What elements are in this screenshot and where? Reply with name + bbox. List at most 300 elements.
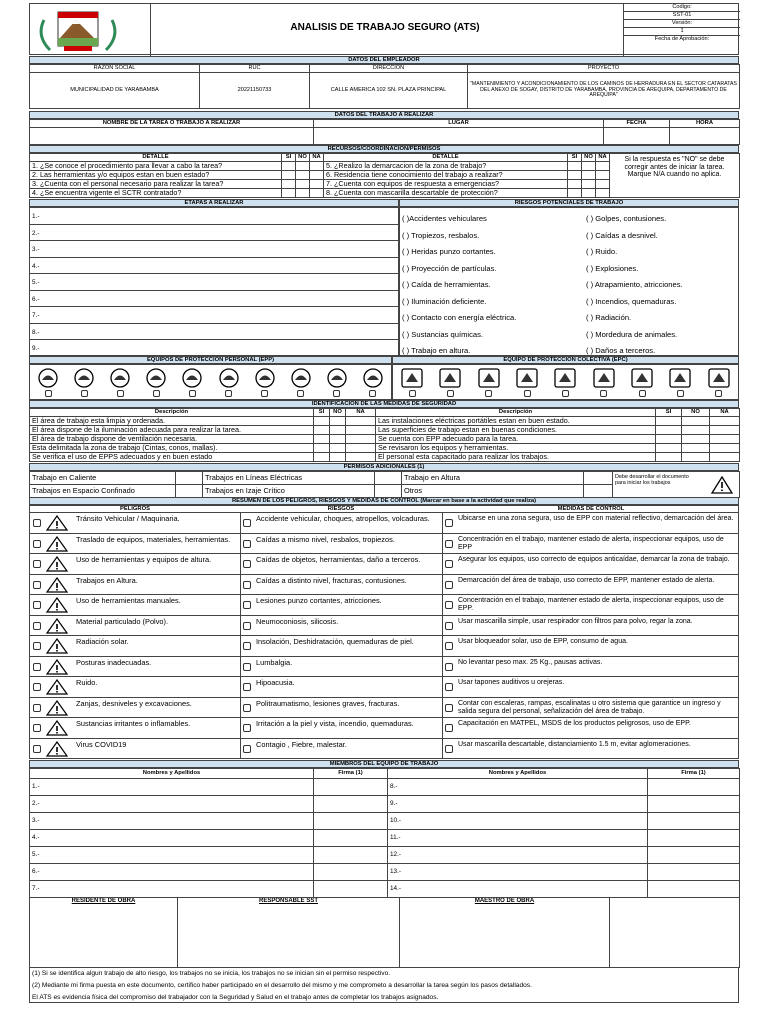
resumen-row bbox=[30, 554, 738, 575]
recurso-question: 5. ¿Realizo la demarcacion de la zona de trabajo? bbox=[324, 162, 568, 171]
col-medidas: MEDIDAS DE CONTROL bbox=[557, 506, 625, 512]
firma-header: Firma (1) bbox=[314, 769, 388, 779]
ppe-item bbox=[477, 368, 501, 397]
ppe-item bbox=[180, 368, 204, 397]
peligro-text: Traslado de equipos, materiales, herramientas. bbox=[76, 534, 231, 544]
checkbox-no[interactable] bbox=[296, 179, 310, 188]
checkbox-si[interactable] bbox=[282, 170, 296, 179]
checkbox-no[interactable] bbox=[582, 188, 596, 197]
peligro-checkbox[interactable] bbox=[33, 663, 41, 671]
ppe-checkbox[interactable] bbox=[225, 390, 232, 397]
checkbox-no[interactable] bbox=[682, 444, 710, 453]
miembro-row[interactable]: 14.- bbox=[388, 881, 648, 898]
riesgo-checkbox[interactable] bbox=[243, 704, 251, 712]
permiso-checkbox[interactable] bbox=[584, 472, 613, 485]
riesgo-item[interactable]: ( ) Daños a terceros. bbox=[586, 346, 656, 355]
col-razon: RAZON SOCIAL bbox=[30, 65, 200, 73]
riesgo-item[interactable]: ( ) Atrapamiento, atricciones. bbox=[586, 280, 683, 289]
firma-cell[interactable] bbox=[314, 881, 388, 898]
riesgo-item[interactable]: ( ) Heridas punzo cortantes. bbox=[402, 247, 496, 256]
peligro-checkbox[interactable] bbox=[33, 581, 41, 589]
si-header: SI bbox=[656, 409, 682, 417]
riesgo-text: Contagio , Fiebre, malestar. bbox=[256, 739, 347, 749]
direccion-value: CALLE AMERICA 102 SN. PLAZA PRINCIPAL bbox=[310, 73, 468, 109]
signal-tape-icon bbox=[592, 368, 616, 388]
peligro-text: Virus COVID19 bbox=[76, 739, 127, 749]
firma-cell[interactable] bbox=[314, 779, 388, 796]
col-peligros: PELIGROS bbox=[120, 506, 150, 512]
firma-cell[interactable] bbox=[648, 881, 740, 898]
checkbox-na[interactable] bbox=[346, 426, 376, 435]
medida-checkbox[interactable] bbox=[445, 519, 453, 527]
checkbox-no[interactable] bbox=[330, 417, 346, 426]
firma-cell[interactable] bbox=[648, 847, 740, 864]
ppe-checkbox[interactable] bbox=[81, 390, 88, 397]
medida-item: El área de trabajo esta limpia y ordenada. bbox=[30, 417, 314, 426]
na-header: NA bbox=[346, 409, 376, 417]
checkbox-na[interactable] bbox=[596, 179, 610, 188]
recurso-question: 2. Las herramientas y/o equipos estan en buen estado? bbox=[30, 170, 282, 179]
etapa-row[interactable]: 8.- bbox=[30, 324, 398, 341]
riesgo-item[interactable]: ( ) Sustancias químicas. bbox=[402, 329, 484, 339]
version-value: 1 bbox=[624, 28, 740, 36]
medida-text: Ubicarse en una zona segura, uso de EPP con material reflectivo, demarcación del área. bbox=[458, 515, 734, 522]
si-header: SI bbox=[282, 154, 296, 162]
ppe-checkbox[interactable] bbox=[297, 390, 304, 397]
checkbox-si[interactable] bbox=[656, 444, 682, 453]
checkbox-no[interactable] bbox=[582, 162, 596, 171]
firma-cell[interactable] bbox=[314, 847, 388, 864]
riesgo-checkbox[interactable] bbox=[243, 519, 251, 527]
riesgo-text: Irritación a la piel y vista, incendio, quemaduras. bbox=[256, 719, 414, 728]
firma-cell[interactable] bbox=[314, 813, 388, 830]
medida-text: Demarcación del área de trabajo, uso correcto de EPP, mantener estado de alerta. bbox=[458, 576, 715, 584]
resumen-band: RESUMEN DE LOS PELIGROS, RIESGOS Y MEDIDAS DE CONTROL (Marcar en base a la actividad que realiza) bbox=[29, 497, 739, 505]
ppe-item bbox=[515, 368, 539, 397]
riesgo-checkbox[interactable] bbox=[243, 540, 251, 548]
riesgo-item[interactable]: ( ) Caída de herramientas. bbox=[402, 280, 491, 289]
etapa-row[interactable]: 2.- bbox=[30, 225, 398, 242]
riesgo-item[interactable]: ( ) Incendios, quemaduras. bbox=[586, 296, 677, 306]
col-hora: HORA bbox=[670, 120, 740, 128]
checkbox-no[interactable] bbox=[296, 170, 310, 179]
col-proyecto: PROYECTO bbox=[468, 65, 740, 73]
riesgo-item[interactable]: ( ) Tropiezos, resbalos. bbox=[402, 230, 480, 240]
ppe-checkbox[interactable] bbox=[600, 390, 607, 397]
checkbox-no[interactable] bbox=[682, 453, 710, 462]
flashlight-icon bbox=[553, 368, 577, 388]
miembro-row[interactable]: 5.- bbox=[30, 847, 314, 864]
checkbox-no[interactable] bbox=[296, 188, 310, 197]
recursos-note: Si la respuesta es "NO" se debe corregir antes de iniciar la tarea. Marque N/A cuando no aplica. bbox=[610, 154, 740, 198]
descripcion-header: Descripción bbox=[376, 409, 656, 417]
firma-cell[interactable] bbox=[648, 779, 740, 796]
gloves-icon bbox=[144, 368, 168, 388]
recursos-band: RECURSOS/COORDINACION/PERMISOS bbox=[29, 145, 739, 153]
checkbox-si[interactable] bbox=[568, 188, 582, 197]
firma-maestro[interactable] bbox=[400, 898, 610, 968]
riesgo-text: Lumbalgia. bbox=[256, 657, 293, 667]
footnote: (2) Mediante mi firma puesta en este documento, certifico haber participado en el desarrollo del mismo y me comprometo a desarrollar la tarea según los pasos detallados. bbox=[32, 982, 532, 989]
riesgo-item[interactable]: ( ) Caídas a desnivel. bbox=[586, 230, 658, 240]
footnote: (1) Si se identifica algun trabajo de alto riesgo, los trabajos no se inicia, los trabajos no se inician sin el permiso respectivo. bbox=[32, 970, 391, 977]
peligro-text: Posturas inadecuadas. bbox=[76, 657, 152, 667]
miembro-row[interactable]: 13.- bbox=[388, 864, 648, 881]
medidas-table bbox=[29, 408, 740, 462]
hazard-warning-icon bbox=[46, 638, 68, 654]
detalle-header-left: DETALLE bbox=[30, 154, 282, 162]
ppe-checkbox[interactable] bbox=[639, 390, 646, 397]
peligro-checkbox[interactable] bbox=[33, 724, 41, 732]
checkbox-na[interactable] bbox=[596, 170, 610, 179]
ppe-item bbox=[108, 368, 132, 397]
riesgo-item[interactable]: ( ) Golpes, contusiones. bbox=[586, 214, 667, 223]
riesgo-item[interactable]: ( ) Mordedura de animales. bbox=[586, 329, 678, 339]
header bbox=[29, 3, 739, 55]
riesgo-item[interactable]: ( ) Radiación. bbox=[586, 313, 632, 322]
riesgo-checkbox[interactable] bbox=[243, 560, 251, 568]
resumen-row bbox=[30, 698, 738, 719]
checkbox-no[interactable] bbox=[330, 444, 346, 453]
miembro-row[interactable]: 12.- bbox=[388, 847, 648, 864]
ppe-checkbox[interactable] bbox=[333, 390, 340, 397]
firma-cell[interactable] bbox=[648, 830, 740, 847]
medida-checkbox[interactable] bbox=[445, 601, 453, 609]
page-title: ANALISIS DE TRABAJO SEGURO (ATS) bbox=[290, 22, 480, 33]
hazard-warning-icon bbox=[46, 577, 68, 593]
checkbox-si[interactable] bbox=[656, 426, 682, 435]
na-header: NA bbox=[596, 154, 610, 162]
permiso-item: Trabajo en Caliente bbox=[30, 472, 176, 485]
miembro-row[interactable]: 9.- bbox=[388, 796, 648, 813]
checkbox-si[interactable] bbox=[568, 179, 582, 188]
etapa-row[interactable]: 7.- bbox=[30, 307, 398, 324]
ppe-checkbox[interactable] bbox=[409, 390, 416, 397]
ppe-item bbox=[217, 368, 241, 397]
firma-sst[interactable] bbox=[178, 898, 400, 968]
medida-checkbox[interactable] bbox=[445, 581, 453, 589]
epc-band: EQUIPO DE PROTECCION COLECTIVA (EPC) bbox=[392, 356, 739, 364]
riesgo-checkbox[interactable] bbox=[243, 663, 251, 671]
medida-text: Capacitación en MATPEL, MSDS de los productos peligrosos, uso de EPP. bbox=[458, 720, 691, 727]
riesgo-text: Caídas de objetos, herramientas, daño a terceros. bbox=[256, 555, 421, 564]
riesgo-checkbox[interactable] bbox=[243, 642, 251, 650]
medida-text: Contar con escaleras, rampas, escalinatas u otro sistema que garantice un ingreso y salida segura del personal, señalización del área de trabajo. bbox=[458, 699, 721, 715]
permiso-checkbox[interactable] bbox=[584, 485, 613, 498]
permiso-checkbox[interactable] bbox=[375, 472, 402, 485]
checkbox-no[interactable] bbox=[682, 417, 710, 426]
checkbox-si[interactable] bbox=[282, 162, 296, 171]
checkbox-na[interactable] bbox=[596, 188, 610, 197]
etapa-row[interactable]: 6.- bbox=[30, 291, 398, 308]
ear-protection-icon bbox=[108, 368, 132, 388]
goggles-icon bbox=[361, 368, 385, 388]
etapa-row[interactable]: 5.- bbox=[30, 274, 398, 291]
checkbox-no[interactable] bbox=[330, 426, 346, 435]
recursos-table bbox=[29, 153, 740, 198]
checkbox-si[interactable] bbox=[568, 162, 582, 171]
epc-icons bbox=[392, 364, 739, 400]
peligro-text: Ruido. bbox=[76, 678, 98, 687]
miembro-row[interactable]: 4.- bbox=[30, 830, 314, 847]
medida-checkbox[interactable] bbox=[445, 622, 453, 630]
riesgo-checkbox[interactable] bbox=[243, 601, 251, 609]
miembros-band: MIEMBROS DEL EQUIPO DE TRABAJO bbox=[29, 760, 739, 768]
resumen-row bbox=[30, 677, 738, 698]
tarea-input[interactable] bbox=[30, 128, 314, 145]
empleador-table bbox=[29, 64, 740, 109]
ppe-checkbox[interactable] bbox=[715, 390, 722, 397]
checkbox-si[interactable] bbox=[314, 417, 330, 426]
miembro-row[interactable]: 11.- bbox=[388, 830, 648, 847]
riesgo-item[interactable]: ( ) Contacto con energía eléctrica. bbox=[402, 313, 517, 322]
hazard-warning-icon bbox=[46, 659, 68, 675]
medidas-band: IDENTIFICACION DE LAS MEDIDAS DE SEGURIDAD bbox=[29, 400, 739, 408]
riesgo-item[interactable]: ( ) Trabajo en altura. bbox=[402, 346, 471, 355]
checkbox-si[interactable] bbox=[656, 453, 682, 462]
si-header: SI bbox=[568, 154, 582, 162]
hazard-warning-icon bbox=[46, 556, 68, 572]
ruc-value: 20221150733 bbox=[200, 73, 310, 109]
miembro-row[interactable]: 8.- bbox=[388, 779, 648, 796]
helmet-icon bbox=[36, 368, 60, 388]
riesgo-item[interactable]: ( )Accidentes vehiculares bbox=[402, 214, 487, 223]
firma-cell[interactable] bbox=[314, 864, 388, 881]
miembro-row[interactable]: 3.- bbox=[30, 813, 314, 830]
peligro-text: Uso de herramientas manuales. bbox=[76, 596, 181, 605]
checkbox-na[interactable] bbox=[346, 417, 376, 426]
etapas-band: ETAPAS A REALIZAR bbox=[29, 199, 399, 207]
miembro-row[interactable]: 1.- bbox=[30, 779, 314, 796]
ppe-item bbox=[630, 368, 654, 397]
checkbox-na[interactable] bbox=[310, 188, 324, 197]
firma-cell[interactable] bbox=[314, 830, 388, 847]
checkbox-si[interactable] bbox=[568, 170, 582, 179]
miembro-row[interactable]: 7.- bbox=[30, 881, 314, 898]
na-header: NA bbox=[310, 154, 324, 162]
medida-item: Se cuenta con EPP adecuado para la tarea. bbox=[376, 435, 656, 444]
checkbox-na[interactable] bbox=[310, 179, 324, 188]
firma-cell[interactable] bbox=[648, 864, 740, 881]
ppe-checkbox[interactable] bbox=[677, 390, 684, 397]
ppe-checkbox[interactable] bbox=[485, 390, 492, 397]
checkbox-no[interactable] bbox=[682, 435, 710, 444]
etapas-list bbox=[29, 207, 399, 356]
peligro-checkbox[interactable] bbox=[33, 642, 41, 650]
checkbox-no[interactable] bbox=[582, 179, 596, 188]
riesgo-item[interactable]: ( ) Ruido. bbox=[586, 247, 618, 256]
riesgo-checkbox[interactable] bbox=[243, 683, 251, 691]
face-shield-icon bbox=[325, 368, 349, 388]
no-header: NO bbox=[330, 409, 346, 417]
medida-checkbox[interactable] bbox=[445, 540, 453, 548]
medida-checkbox[interactable] bbox=[445, 704, 453, 712]
detalle-header-right: DETALLE bbox=[324, 154, 568, 162]
riesgo-item[interactable]: ( ) Proyección de partículas. bbox=[402, 263, 497, 273]
proyecto-value: "MANTENIMIENTO Y ACONDICIONAMIENTO DE LOS CAMINOS DE HERRADURA EN EL SECTOR CATARATAS DEL ANEXO DE SOGAY, DISTRITO DE YARABAMBA, PROVINCIA DE AREQUIPA, DEPARTAMENTO DE AREQUIPA" bbox=[468, 73, 740, 109]
miembro-row[interactable]: 2.- bbox=[30, 796, 314, 813]
col-ruc: RUC bbox=[200, 65, 310, 73]
riesgo-checkbox[interactable] bbox=[243, 724, 251, 732]
codigo-value: SST-01 bbox=[624, 12, 740, 20]
ppe-checkbox[interactable] bbox=[153, 390, 160, 397]
hazard-warning-icon bbox=[46, 515, 68, 531]
peligro-checkbox[interactable] bbox=[33, 540, 41, 548]
peligro-checkbox[interactable] bbox=[33, 745, 41, 753]
checkbox-na[interactable] bbox=[710, 453, 740, 462]
barrier-tape-icon bbox=[515, 368, 539, 388]
checkbox-no[interactable] bbox=[330, 453, 346, 462]
checkbox-na[interactable] bbox=[710, 444, 740, 453]
miembros-table bbox=[29, 768, 740, 898]
razon-social: MUNICIPALIDAD DE YARABAMBA bbox=[30, 73, 200, 109]
medida-checkbox[interactable] bbox=[445, 642, 453, 650]
ppe-checkbox[interactable] bbox=[45, 390, 52, 397]
checkbox-si[interactable] bbox=[656, 435, 682, 444]
hora-input[interactable] bbox=[670, 128, 740, 145]
permiso-item: Trabajos en Izaje Crítico bbox=[203, 485, 375, 498]
permiso-checkbox[interactable] bbox=[176, 485, 203, 498]
riesgo-item[interactable]: ( ) Iluminación deficiente. bbox=[402, 296, 487, 306]
medida-text: Usar bloqueador solar, uso de EPP, consumo de agua. bbox=[458, 638, 628, 645]
codigo-label: Codigo: bbox=[624, 4, 740, 12]
firma-residente-label: RESIDENTE DE OBRA bbox=[71, 898, 136, 904]
riesgo-text: Lesiones punzo cortantes, atricciones. bbox=[256, 596, 382, 605]
fecha-input[interactable] bbox=[604, 128, 670, 145]
checkbox-na[interactable] bbox=[346, 444, 376, 453]
firma-cell[interactable] bbox=[314, 796, 388, 813]
medida-checkbox[interactable] bbox=[445, 745, 453, 753]
peligro-checkbox[interactable] bbox=[33, 704, 41, 712]
medida-text: Asegurar los equipos, uso correcto de equipos anticaídae, demarcar la zona de trabajo. bbox=[458, 556, 730, 563]
checkbox-no[interactable] bbox=[682, 426, 710, 435]
firma-extra[interactable] bbox=[610, 898, 740, 968]
col-fecha: FECHA bbox=[604, 120, 670, 128]
riesgo-text: Insolación, Deshidratación, quemaduras de piel. bbox=[256, 637, 414, 646]
col-tarea: NOMBRE DE LA TAREA O TRABAJO A REALIZAR bbox=[30, 120, 314, 128]
municipal-logo bbox=[36, 6, 120, 54]
checkbox-si[interactable] bbox=[314, 444, 330, 453]
peligro-checkbox[interactable] bbox=[33, 519, 41, 527]
nombres-header: Nombres y Apellidos bbox=[30, 769, 314, 779]
medida-text: Concentración en el trabajo, mantener estado de alerta, inspeccionar equipos, uso de EPP bbox=[458, 535, 724, 551]
resumen-row bbox=[30, 657, 738, 678]
lugar-input[interactable] bbox=[314, 128, 604, 145]
peligro-text: Sustancias irritantes o inflamables. bbox=[76, 719, 191, 728]
firmas-table bbox=[29, 897, 740, 968]
riesgo-checkbox[interactable] bbox=[243, 622, 251, 630]
riesgo-item[interactable]: ( ) Explosiones. bbox=[586, 263, 639, 273]
permiso-checkbox[interactable] bbox=[176, 472, 203, 485]
checkbox-si[interactable] bbox=[314, 426, 330, 435]
ppe-checkbox[interactable] bbox=[261, 390, 268, 397]
ppe-checkbox[interactable] bbox=[369, 390, 376, 397]
hazard-warning-icon bbox=[46, 618, 68, 634]
permiso-note: Debe desarrollar el documento para iniciar los trabajos bbox=[615, 474, 689, 486]
checkbox-no[interactable] bbox=[582, 170, 596, 179]
riesgo-checkbox[interactable] bbox=[243, 581, 251, 589]
resumen-row bbox=[30, 575, 738, 596]
respirator-icon bbox=[289, 368, 313, 388]
peligro-text: Uso de herramientas y equipos de altura. bbox=[76, 555, 212, 564]
riesgo-text: Caídas a mismo nivel, resbalos, tropiezos. bbox=[256, 534, 395, 544]
medida-text: No levantar peso max. 25 Kg., pausas activas. bbox=[458, 658, 603, 666]
etapa-row[interactable]: 1.- bbox=[30, 208, 398, 225]
ppe-item bbox=[668, 368, 692, 397]
checkbox-na[interactable] bbox=[710, 426, 740, 435]
permiso-checkbox[interactable] bbox=[375, 485, 402, 498]
firma-residente[interactable] bbox=[30, 898, 178, 968]
peligro-text: Radiación solar. bbox=[76, 637, 129, 646]
checkbox-si[interactable] bbox=[282, 188, 296, 197]
medida-checkbox[interactable] bbox=[445, 683, 453, 691]
resumen-header bbox=[29, 505, 739, 513]
checkbox-si[interactable] bbox=[282, 179, 296, 188]
miembro-row[interactable]: 10.- bbox=[388, 813, 648, 830]
etapa-row[interactable]: 4.- bbox=[30, 258, 398, 275]
firma-maestro-label: MAESTRO DE OBRA bbox=[474, 898, 535, 904]
checkbox-si[interactable] bbox=[314, 435, 330, 444]
riesgo-checkbox[interactable] bbox=[243, 745, 251, 753]
checkbox-na[interactable] bbox=[346, 453, 376, 462]
riesgos-list bbox=[399, 207, 739, 356]
peligro-checkbox[interactable] bbox=[33, 601, 41, 609]
checkbox-no[interactable] bbox=[330, 435, 346, 444]
peligro-checkbox[interactable] bbox=[33, 622, 41, 630]
descripcion-header: Descripción bbox=[30, 409, 314, 417]
resumen-row bbox=[30, 636, 738, 657]
medida-item: Esta delimitada la zona de trabajo (Cintas, conos, mallas). bbox=[30, 444, 314, 453]
permisos-band: PERMISOS ADICIONALES (1) bbox=[29, 463, 739, 471]
ppe-checkbox[interactable] bbox=[447, 390, 454, 397]
checkbox-no[interactable] bbox=[296, 162, 310, 171]
checkbox-si[interactable] bbox=[314, 453, 330, 462]
checkbox-na[interactable] bbox=[310, 162, 324, 171]
ppe-item bbox=[592, 368, 616, 397]
peligro-checkbox[interactable] bbox=[33, 560, 41, 568]
etapa-row[interactable]: 9.- bbox=[32, 345, 40, 352]
permiso-item: Trabajos en Espacio Confinado bbox=[30, 485, 176, 498]
checkbox-na[interactable] bbox=[596, 162, 610, 171]
medida-text: Concentración en el trabajo, mantener estado de alerta, inspeccionar equipos, uso de EPP. bbox=[458, 597, 724, 612]
miembro-row[interactable]: 6.- bbox=[30, 864, 314, 881]
checkbox-na[interactable] bbox=[310, 170, 324, 179]
checkbox-na[interactable] bbox=[710, 435, 740, 444]
medida-checkbox[interactable] bbox=[445, 560, 453, 568]
peligro-checkbox[interactable] bbox=[33, 683, 41, 691]
hazard-warning-icon bbox=[46, 597, 68, 613]
medida-text: Usar mascarilla simple, usar respirador con filtros para polvo, regar la zona. bbox=[458, 617, 693, 625]
ppe-item bbox=[144, 368, 168, 397]
firma-cell[interactable] bbox=[648, 813, 740, 830]
medida-checkbox[interactable] bbox=[445, 724, 453, 732]
recurso-question: 6. Residencia tiene conocimiento del trabajo a realizar? bbox=[324, 170, 568, 179]
ppe-checkbox[interactable] bbox=[562, 390, 569, 397]
ppe-checkbox[interactable] bbox=[524, 390, 531, 397]
checkbox-na[interactable] bbox=[346, 435, 376, 444]
etapa-row[interactable]: 3.- bbox=[30, 241, 398, 258]
checkbox-si[interactable] bbox=[656, 417, 682, 426]
resumen-row bbox=[30, 616, 738, 637]
checkbox-na[interactable] bbox=[710, 417, 740, 426]
resumen-row bbox=[30, 595, 738, 616]
medida-checkbox[interactable] bbox=[445, 663, 453, 671]
version-label: Versión: bbox=[624, 20, 740, 28]
firma-cell[interactable] bbox=[648, 796, 740, 813]
ppe-checkbox[interactable] bbox=[117, 390, 124, 397]
ppe-item bbox=[361, 368, 385, 397]
ppe-checkbox[interactable] bbox=[189, 390, 196, 397]
